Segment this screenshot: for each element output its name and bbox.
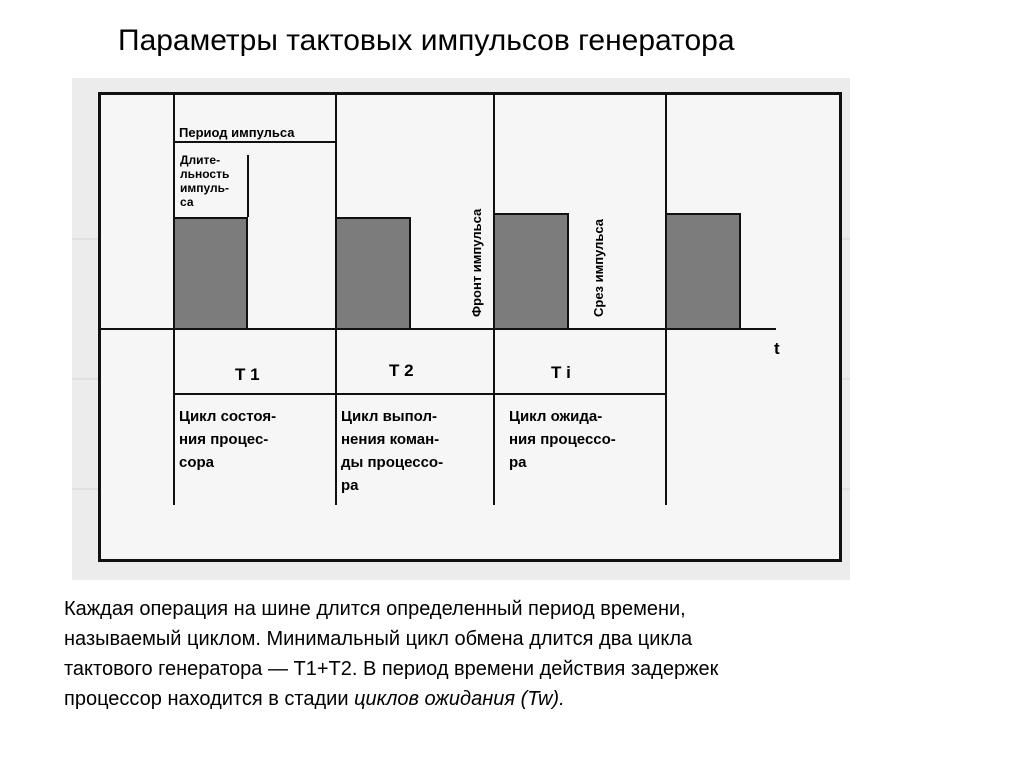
period-divider (493, 95, 495, 505)
pulse-cutoff-label: Срез импульса (591, 218, 606, 317)
period-tag-t1: Т 1 (235, 365, 260, 384)
clock-pulse-diagram (98, 92, 842, 562)
time-axis (101, 328, 776, 330)
pulse-4 (665, 213, 741, 328)
cycle-separator (173, 393, 665, 395)
time-axis-label: t (774, 339, 780, 358)
caption-italic-term: циклов ожидания (Tw). (354, 688, 565, 710)
pulse-duration-line (247, 155, 249, 217)
pulse-period-line (175, 141, 335, 143)
caption-text: процессор находится в стадии (64, 688, 355, 710)
caption-line: Каждая операция на шине длится определенный период времени, (64, 598, 686, 620)
pulse-duration-label: Длите- льность импуль- са (180, 153, 230, 209)
pulse-front-label: Фронт импульса (469, 208, 484, 317)
slide-title: Параметры тактовых импульсов генератора (118, 24, 735, 57)
period-divider (335, 95, 337, 505)
pulse-1 (173, 217, 248, 328)
period-tag-ti: Т i (551, 363, 571, 382)
period-divider (173, 95, 175, 505)
pulse-period-label: Период импульса (179, 125, 295, 140)
period-divider (665, 95, 667, 505)
caption-line: тактового генератора — Т1+Т2. В период времени действия задержек (64, 658, 719, 680)
caption-line (64, 684, 944, 714)
cycle-description-t1: Цикл состоя- ния процес- сора (179, 408, 277, 471)
cycle-description-ti: Цикл ожида- ния процессо- ра (509, 408, 616, 471)
cycle-description-t2: Цикл выпол- нения коман- ды процессо- ра (341, 408, 444, 494)
caption-paragraph (64, 594, 944, 714)
period-tag-t2: Т 2 (389, 361, 414, 380)
pulse-2 (335, 217, 411, 328)
pulse-3 (493, 213, 569, 328)
caption-line: называемый циклом. Минимальный цикл обмена длится два цикла (64, 628, 693, 650)
